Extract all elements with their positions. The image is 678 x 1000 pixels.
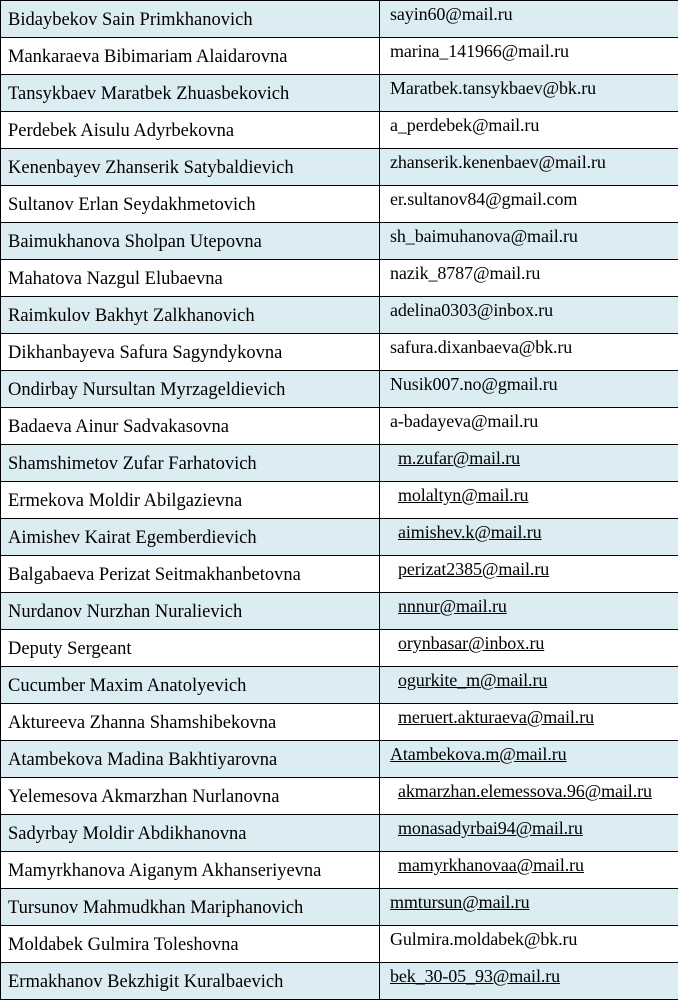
name-cell: Badaeva Ainur Sadvakasovna [1, 408, 380, 445]
name-cell: Cucumber Maxim Anatolyevich [1, 667, 380, 704]
email-cell[interactable] [380, 852, 678, 889]
email-cell[interactable] [380, 75, 678, 112]
email-text: nazik_8787@mail.ru [390, 263, 540, 283]
email-link: monasadyrbai94@mail.ru [398, 818, 583, 838]
name-cell: Aktureeva Zhanna Shamshibekovna [1, 704, 380, 741]
table-row [1, 630, 678, 667]
table-row [1, 593, 678, 630]
table-row [1, 223, 678, 260]
name-cell: Tansykbaev Maratbek Zhuasbekovich [1, 75, 380, 112]
email-cell[interactable] [380, 963, 678, 1000]
name-cell: Ondirbay Nursultan Myrzageldievich [1, 371, 380, 408]
email-link: orynbasar@inbox.ru [398, 633, 544, 653]
table-row [1, 371, 678, 408]
email-cell[interactable] [380, 889, 678, 926]
email-cell[interactable] [380, 667, 678, 704]
email-text: sayin60@mail.ru [390, 4, 513, 24]
table-row [1, 112, 678, 149]
name-cell: Moldabek Gulmira Toleshovna [1, 926, 380, 963]
email-link: molaltyn@mail.ru [398, 485, 528, 505]
email-text: Nusik007.no@gmail.ru [390, 374, 558, 394]
table-row [1, 186, 678, 223]
email-text: sh_baimuhanova@mail.ru [390, 226, 578, 246]
email-link: nnnur@mail.ru [398, 596, 507, 616]
table-body [1, 1, 678, 1000]
email-cell[interactable] [380, 704, 678, 741]
email-cell[interactable] [380, 297, 678, 334]
table-row [1, 149, 678, 186]
name-cell: Mankaraeva Bibimariam Alaidarovna [1, 38, 380, 75]
name-cell: Dikhanbayeva Safura Sagyndykovna [1, 334, 380, 371]
email-cell[interactable] [380, 741, 678, 778]
email-cell[interactable] [380, 630, 678, 667]
name-cell: Atambekova Madina Bakhtiyarovna [1, 741, 380, 778]
email-link: aimishev.k@mail.ru [398, 522, 542, 542]
table-row [1, 963, 678, 1000]
table-row [1, 334, 678, 371]
email-cell[interactable] [380, 778, 678, 815]
email-cell[interactable] [380, 445, 678, 482]
email-link: mmtursun@mail.ru [390, 892, 529, 912]
email-link: mamyrkhanovaa@mail.ru [398, 855, 584, 875]
name-cell: Mahatova Nazgul Elubaevna [1, 260, 380, 297]
email-cell[interactable] [380, 1, 678, 38]
table-row [1, 926, 678, 963]
email-link: m.zufar@mail.ru [398, 448, 520, 468]
table-row [1, 556, 678, 593]
email-cell[interactable] [380, 223, 678, 260]
name-cell: Yelemesova Akmarzhan Nurlanovna [1, 778, 380, 815]
email-cell[interactable] [380, 815, 678, 852]
email-cell[interactable] [380, 482, 678, 519]
table-row [1, 741, 678, 778]
table-row [1, 519, 678, 556]
email-cell[interactable] [380, 149, 678, 186]
table-row [1, 260, 678, 297]
name-cell: Sultanov Erlan Seydakhmetovich [1, 186, 380, 223]
email-cell[interactable] [380, 593, 678, 630]
name-cell: Balgabaeva Perizat Seitmakhanbetovna [1, 556, 380, 593]
email-text: Maratbek.tansykbaev@bk.ru [390, 78, 596, 98]
table-row [1, 408, 678, 445]
table-row [1, 667, 678, 704]
name-cell: Mamyrkhanova Aiganym Akhanseriyevna [1, 852, 380, 889]
name-cell: Aimishev Kairat Egemberdievich [1, 519, 380, 556]
email-link: akmarzhan.elemessova.96@mail.ru [398, 781, 652, 801]
name-cell: Nurdanov Nurzhan Nuralievich [1, 593, 380, 630]
email-text: er.sultanov84@gmail.com [390, 189, 577, 209]
email-link: ogurkite_m@mail.ru [398, 670, 547, 690]
email-text: a_perdebek@mail.ru [390, 115, 539, 135]
name-cell: Ermakhanov Bekzhigit Kuralbaevich [1, 963, 380, 1000]
email-text: a-badayeva@mail.ru [390, 411, 538, 431]
email-cell[interactable] [380, 926, 678, 963]
email-link: bek_30-05_93@mail.ru [390, 966, 560, 986]
name-cell: Sadyrbay Moldir Abdikhanovna [1, 815, 380, 852]
email-cell[interactable] [380, 260, 678, 297]
email-text: safura.dixanbaeva@bk.ru [390, 337, 572, 357]
table-row [1, 297, 678, 334]
email-cell[interactable] [380, 186, 678, 223]
email-text: marina_141966@mail.ru [390, 41, 569, 61]
name-cell: Raimkulov Bakhyt Zalkhanovich [1, 297, 380, 334]
email-text: adelina0303@inbox.ru [390, 300, 553, 320]
name-cell: Baimukhanova Sholpan Utepovna [1, 223, 380, 260]
email-cell[interactable] [380, 371, 678, 408]
name-cell: Bidaybekov Sain Primkhanovich [1, 1, 380, 38]
table-row [1, 815, 678, 852]
table-row [1, 75, 678, 112]
table-row [1, 38, 678, 75]
name-cell: Perdebek Aisulu Adyrbekovna [1, 112, 380, 149]
email-cell[interactable] [380, 519, 678, 556]
name-cell: Ermekova Moldir Abilgazievna [1, 482, 380, 519]
name-cell: Tursunov Mahmudkhan Mariphanovich [1, 889, 380, 926]
email-link: meruert.akturaeva@mail.ru [398, 707, 594, 727]
email-cell[interactable] [380, 556, 678, 593]
table-row [1, 1, 678, 38]
email-cell[interactable] [380, 38, 678, 75]
table-row [1, 482, 678, 519]
email-cell[interactable] [380, 334, 678, 371]
name-cell: Deputy Sergeant [1, 630, 380, 667]
email-cell[interactable] [380, 112, 678, 149]
name-cell: Shamshimetov Zufar Farhatovich [1, 445, 380, 482]
table-row [1, 445, 678, 482]
table-row [1, 704, 678, 741]
table-row [1, 852, 678, 889]
email-link: Atambekova.m@mail.ru [390, 744, 567, 764]
email-link: perizat2385@mail.ru [398, 559, 549, 579]
name-cell: Kenenbayev Zhanserik Satybaldievich [1, 149, 380, 186]
email-text: Gulmira.moldabek@bk.ru [390, 929, 577, 949]
table-row [1, 778, 678, 815]
email-text: zhanserik.kenenbaev@mail.ru [390, 152, 606, 172]
table-row [1, 889, 678, 926]
email-cell[interactable] [380, 408, 678, 445]
